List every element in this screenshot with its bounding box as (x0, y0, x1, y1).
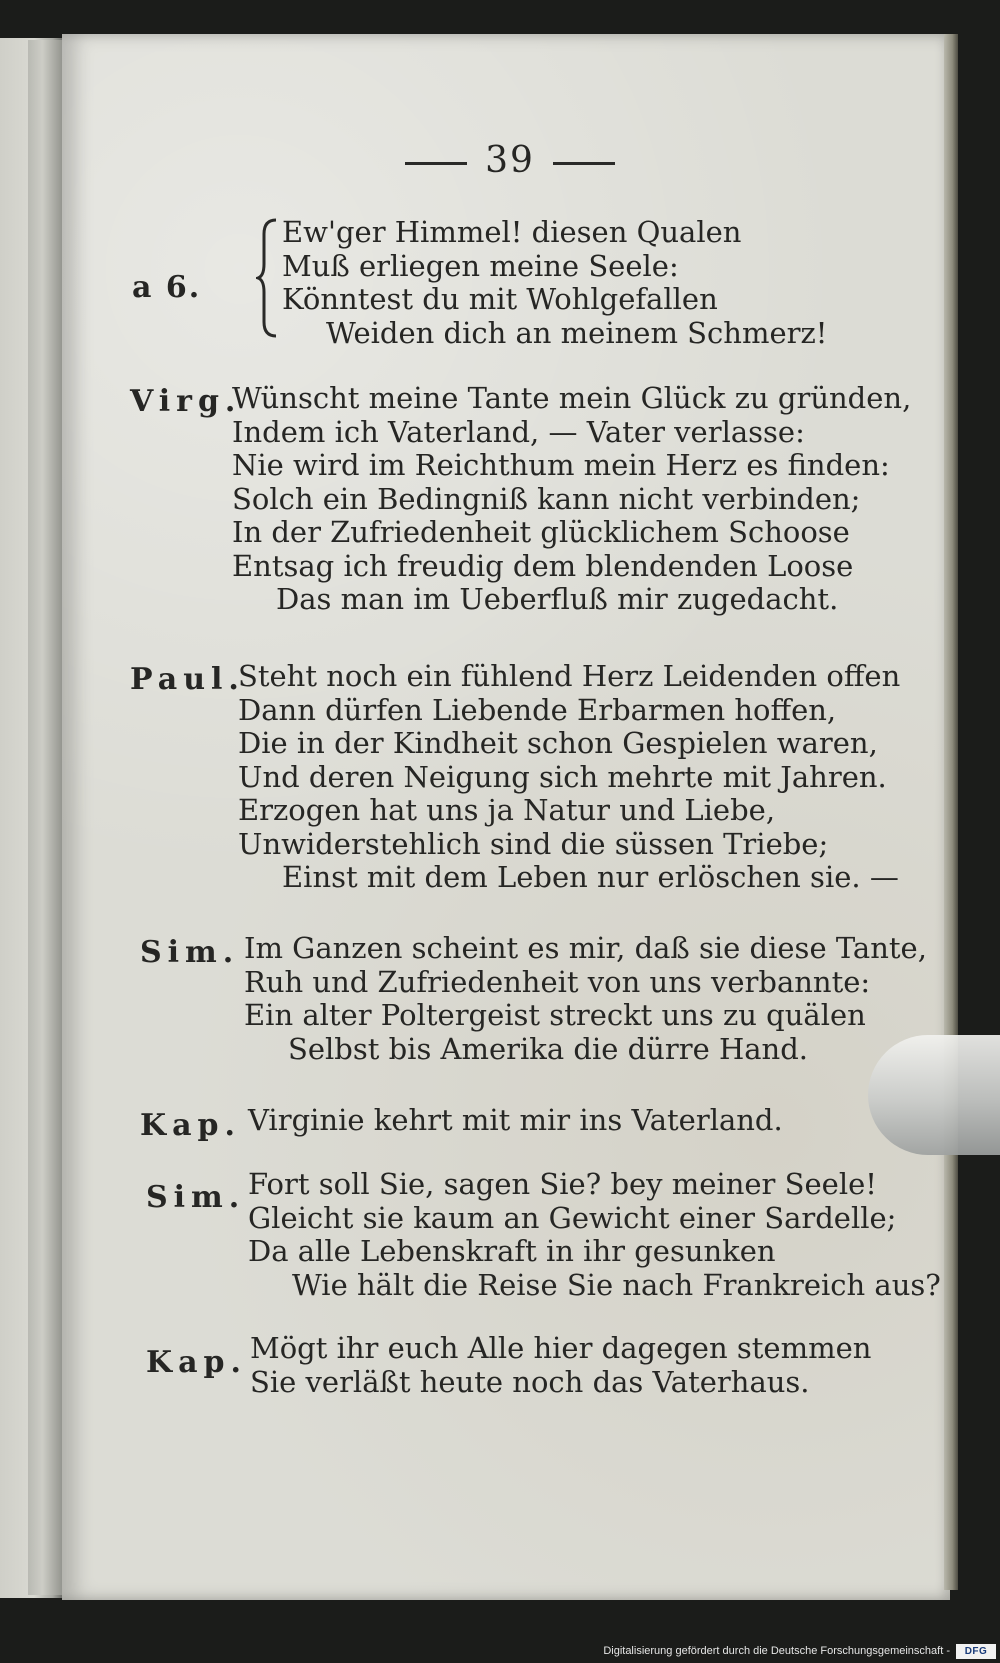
speaker-label: Sim. (140, 935, 240, 970)
speaker-label: Virg. (130, 384, 242, 419)
page-number-rule-left (405, 162, 467, 165)
page-number-text: 39 (485, 140, 535, 181)
verse-line: Fort soll Sie, sagen Sie? bey meiner Seele! (248, 1167, 877, 1201)
footer-credit (0, 1640, 1000, 1663)
verse-line: Indem ich Vaterland, — Vater verlasse: (232, 414, 805, 449)
speaker-label: Kap. (146, 1345, 247, 1380)
verse-block (282, 216, 827, 350)
verse-line: Die in der Kindheit schon Gespielen waren, (238, 726, 878, 760)
verse-line: Könntest du mit Wohlgefallen (282, 282, 718, 316)
page-clip (868, 1035, 1000, 1155)
verse-line: Unwiderstehlich sind die süssen Triebe; (238, 826, 829, 861)
page-edge (944, 34, 958, 1590)
footer-credit-text: Digitalisierung gefördert durch die Deutsche Forschungsgemeinschaft - (603, 1645, 950, 1657)
speaker-label: Sim. (146, 1180, 246, 1215)
speaker-label: Kap. (140, 1108, 241, 1143)
verse-line: Gleicht sie kaum an Gewicht einer Sardelle; (248, 1200, 897, 1235)
verse-line: Dann dürfen Liebende Erbarmen hoffen, (238, 692, 837, 727)
verse-block (248, 1168, 941, 1302)
curly-brace-icon (256, 218, 278, 338)
verse-line: Einst mit dem Leben nur erlöschen sie. — (282, 860, 899, 894)
speaker-label: a 6. (132, 270, 202, 305)
verse-line: Und deren Neigung sich mehrte mit Jahren. (238, 759, 887, 794)
verse-line: Steht noch ein fühlend Herz Leidenden offen (238, 659, 901, 693)
verse-block (250, 1332, 871, 1399)
verse-line: Mögt ihr euch Alle hier dagegen stemmen (250, 1331, 872, 1365)
verse-line: Wie hält die Reise Sie nach Frankreich aus? (292, 1267, 941, 1302)
verse-line: Ew'ger Himmel! diesen Qualen (282, 215, 742, 249)
verse-line: Das man im Ueberfluß mir zugedacht. (276, 582, 839, 616)
verse-line: Selbst bis Amerika die dürre Hand. (288, 1031, 808, 1066)
verse-line: Da alle Lebenskraft in ihr gesunken (248, 1234, 776, 1268)
book-spine (28, 40, 64, 1595)
page-number (380, 140, 640, 181)
verse-block (248, 1104, 783, 1138)
verse-line: Solch ein Bedingniß kann nicht verbinden; (232, 481, 861, 516)
verse-line: Entsag ich freudig dem blendenden Loose (232, 548, 854, 583)
verse-line: Virginie kehrt mit mir ins Vaterland. (248, 1103, 783, 1137)
verse-block (244, 932, 927, 1066)
verse-line: Ein alter Poltergeist streckt uns zu quälen (244, 998, 866, 1032)
verse-block (238, 660, 900, 895)
verse-line: In der Zufriedenheit glücklichem Schoose (232, 515, 850, 549)
verse-line: Sie verläßt heute noch das Vaterhaus. (250, 1364, 810, 1399)
dfg-logo: DFG (956, 1644, 996, 1659)
verse-line: Weiden dich an meinem Schmerz! (326, 315, 828, 350)
speaker-label: Paul. (130, 662, 245, 697)
verse-line: Ruh und Zufriedenheit von uns verbannte: (244, 964, 871, 999)
verse-line: Erzogen hat uns ja Natur und Liebe, (238, 793, 776, 827)
page-number-rule-right (553, 162, 615, 165)
verse-line: Nie wird im Reichthum mein Herz es finden: (232, 448, 890, 482)
verse-block (232, 382, 911, 617)
verse-line: Wünscht meine Tante mein Glück zu gründen, (232, 381, 912, 415)
verse-line: Muß erliegen meine Seele: (282, 248, 679, 283)
verse-line: Im Ganzen scheint es mir, daß sie diese Tante, (244, 931, 927, 965)
